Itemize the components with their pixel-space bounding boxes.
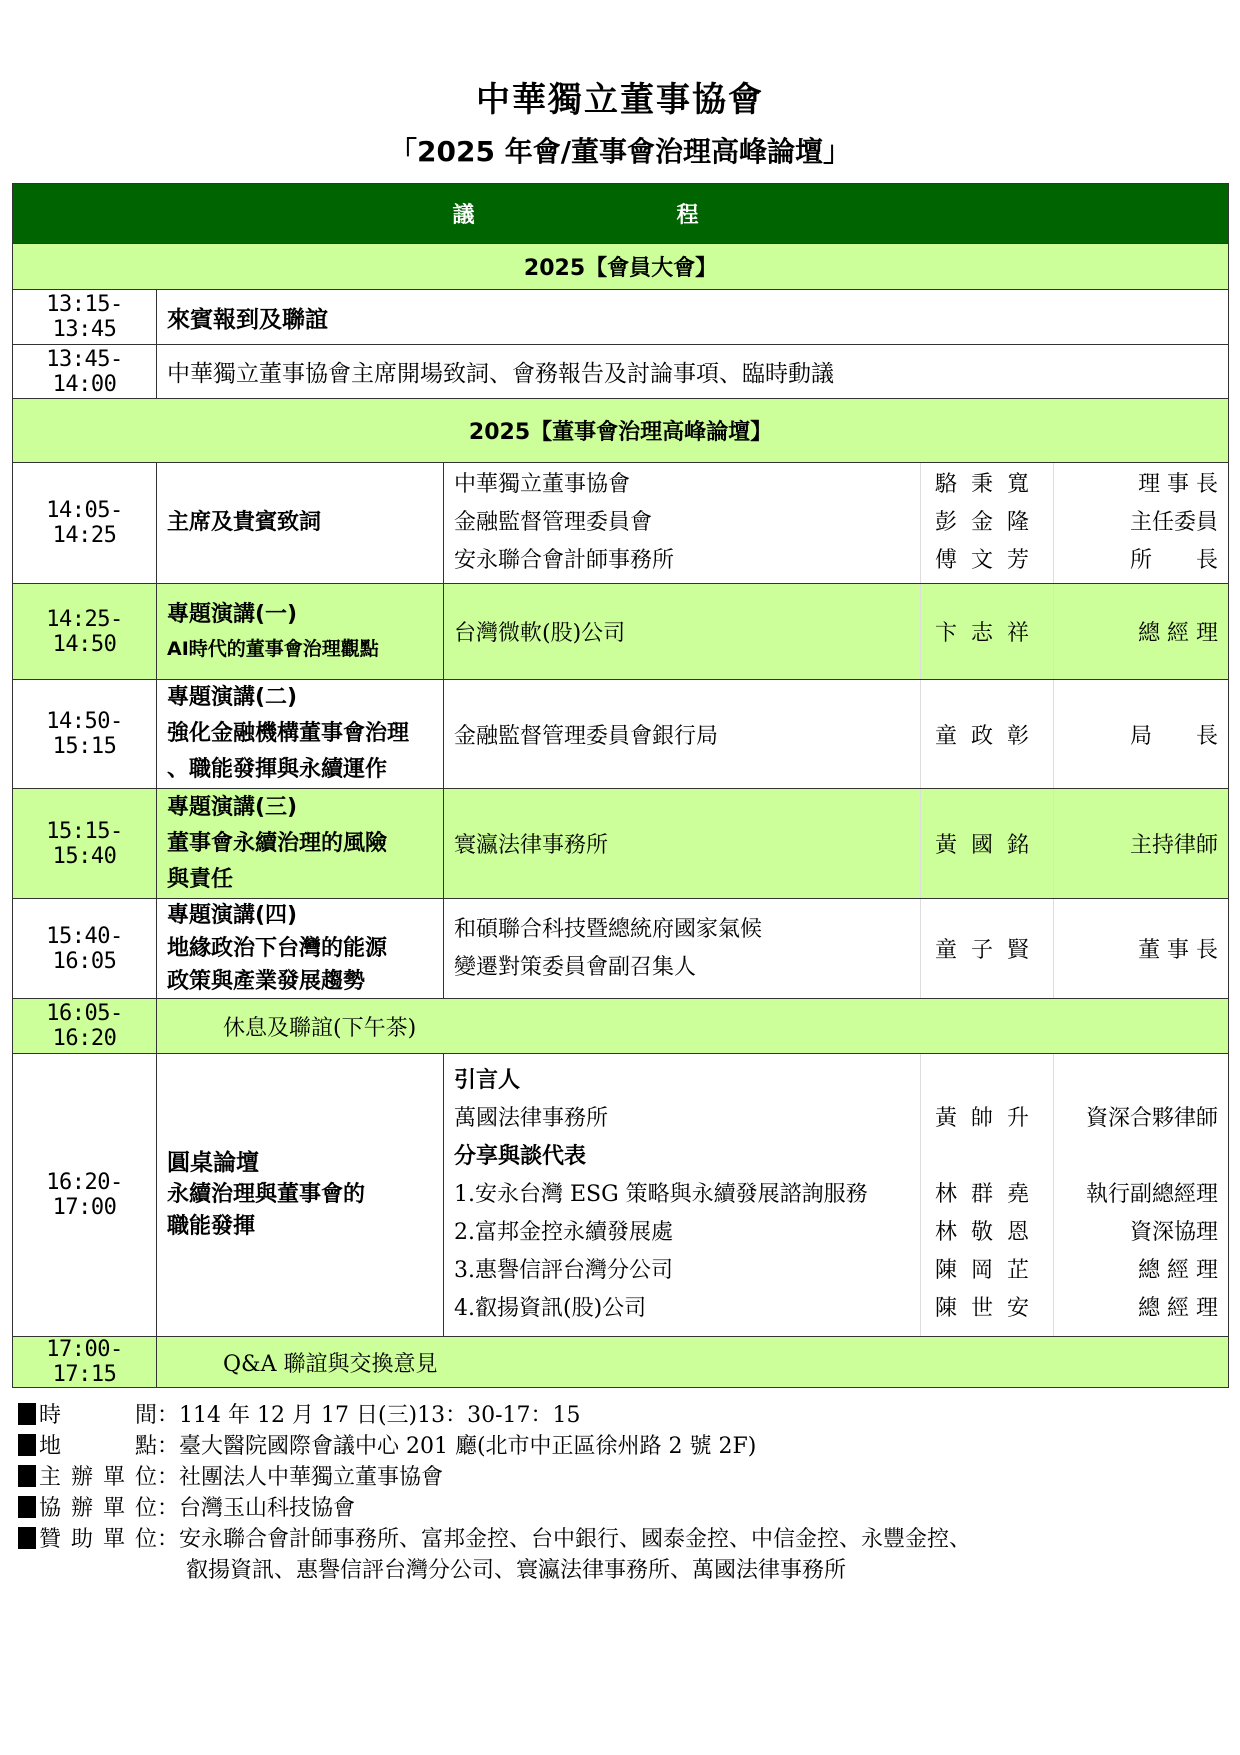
- session-subtitle: 、職能發揮與永續運作: [167, 757, 388, 782]
- speaker-name: 駱秉寬: [934, 472, 1043, 497]
- agenda-row: [13, 345, 1229, 399]
- speaker-name: 卞志祥: [921, 584, 1054, 680]
- session-title: Q&A 聯誼與交換意見: [157, 1337, 1229, 1388]
- info-value: ：社團法人中華獨立董事協會: [157, 1465, 444, 1490]
- speaker-title: 主任委員: [1130, 510, 1219, 535]
- organization-title: 中華獨立董事協會: [476, 80, 764, 120]
- info-value: ：114 年 12 月 17 日(三)13：30-17：15: [157, 1403, 581, 1428]
- info-label: 贊助單位: [39, 1527, 157, 1552]
- speaker-title: 資深合夥律師: [1086, 1106, 1219, 1131]
- speaker-org: 金融監督管理委員會銀行局: [444, 680, 921, 789]
- time-slot: 16:20-17:00: [13, 1054, 157, 1337]
- time-slot: 14:25-14:50: [13, 584, 157, 680]
- section-forum: 2025【董事會治理高峰論壇】: [13, 399, 1229, 463]
- time-slot: 15:40-16:05: [13, 899, 157, 999]
- info-label: 時間: [39, 1403, 157, 1428]
- info-value: ：台灣玉山科技協會: [157, 1496, 356, 1521]
- info-value: ：安永聯合會計師事務所、富邦金控、台中銀行、國泰金控、中信金控、永豐金控、: [157, 1527, 972, 1552]
- intro-label: 引言人: [454, 1068, 521, 1093]
- session-title: 專題演講(二): [167, 685, 298, 710]
- agenda-row: [13, 1337, 1229, 1388]
- session-title: 圓桌論壇: [167, 1150, 259, 1176]
- info-host: [18, 1462, 971, 1493]
- info-place: [18, 1431, 971, 1462]
- session-subtitle: 地緣政治下台灣的能源: [167, 936, 388, 961]
- speaker-org: 3.惠譽信評台灣分公司: [454, 1258, 673, 1283]
- info-co-organizer: [18, 1493, 971, 1524]
- event-title: 「2025 年會/董事會治理高峰論壇」: [389, 135, 851, 168]
- speaker-name: 林群堯: [934, 1182, 1043, 1207]
- section-members-meeting: 2025【會員大會】: [13, 244, 1229, 290]
- session-subtitle: 永續治理與董事會的: [167, 1182, 366, 1207]
- speaker-org: 1.安永台灣 ESG 策略與永續發展諮詢服務: [454, 1182, 868, 1207]
- bullet-square-icon: [18, 1465, 36, 1487]
- session-subtitle: 與責任: [167, 866, 234, 892]
- speaker-org: 變遷對策委員會副召集人: [454, 954, 697, 980]
- info-value: ：臺大醫院國際會議中心 201 廳(北市中正區徐州路 2 號 2F): [157, 1434, 757, 1459]
- speaker-org: 和碩聯合科技暨總統府國家氣候: [454, 916, 763, 942]
- speaker-org: 2.富邦金控永續發展處: [454, 1220, 673, 1245]
- session-title: 中華獨立董事協會主席開場致詞、會務報告及討論事項、臨時動議: [157, 345, 1229, 399]
- session-title: 主席及貴賓致詞: [157, 463, 444, 584]
- session-subtitle: 政策與產業發展趨勢: [167, 969, 366, 994]
- speaker-title: 局 長: [1054, 680, 1229, 789]
- speaker-title: 所 長: [1130, 548, 1219, 573]
- session-subtitle: AI時代的董事會治理觀點: [167, 637, 379, 660]
- event-info: [18, 1400, 971, 1586]
- speaker-org: 4.叡揚資訊(股)公司: [454, 1296, 647, 1321]
- agenda-row: [13, 680, 1229, 789]
- speaker-title: 總 經 理: [1054, 584, 1229, 680]
- speaker-name: 傅文芳: [934, 548, 1043, 573]
- time-slot: 14:05-14:25: [13, 463, 157, 584]
- speaker-org: 金融監督管理委員會: [454, 510, 653, 535]
- speaker-title: 總 經 理: [1138, 1296, 1219, 1321]
- session-subtitle: 強化金融機構董事會治理: [167, 721, 410, 746]
- speaker-org: 台灣微軟(股)公司: [444, 584, 921, 680]
- session-subtitle: 職能發揮: [167, 1214, 256, 1239]
- time-slot: 15:15-15:40: [13, 789, 157, 899]
- speaker-title: 理 事 長: [1138, 472, 1219, 497]
- speaker-name: 林敬恩: [934, 1220, 1043, 1245]
- agenda-row: [13, 789, 1229, 899]
- bullet-square-icon: [18, 1527, 36, 1549]
- speaker-org: 中華獨立董事協會: [454, 472, 631, 497]
- speaker-name: 黃國銘: [921, 789, 1054, 899]
- agenda-row: [13, 463, 1229, 584]
- bullet-square-icon: [18, 1496, 36, 1518]
- session-title: 專題演講(三): [167, 794, 298, 820]
- speaker-name: 陳岡芷: [934, 1258, 1043, 1283]
- session-title: 專題演講(四): [167, 903, 298, 928]
- bullet-square-icon: [18, 1403, 36, 1425]
- info-time: [18, 1400, 971, 1431]
- speaker-title: 主持律師: [1054, 789, 1229, 899]
- session-title: 休息及聯誼(下午茶): [157, 999, 1229, 1054]
- speaker-name: 童政彰: [921, 680, 1054, 789]
- time-slot: 16:05-16:20: [13, 999, 157, 1054]
- time-slot: 13:45-14:00: [13, 345, 157, 399]
- agenda-table: [12, 183, 1229, 1388]
- agenda-row: [13, 999, 1229, 1054]
- info-label: 地點: [39, 1434, 157, 1459]
- speaker-title: 董 事 長: [1054, 899, 1229, 999]
- panel-label: 分享與談代表: [454, 1144, 587, 1169]
- agenda-row: [13, 899, 1229, 999]
- speaker-title: 執行副總經理: [1086, 1182, 1219, 1207]
- info-label: 主辦單位: [39, 1465, 157, 1490]
- info-sponsors-continued: 叡揚資訊、惠譽信評台灣分公司、寰瀛法律事務所、萬國法律事務所: [186, 1558, 847, 1583]
- info-sponsors: [18, 1524, 971, 1555]
- agenda-row: [13, 290, 1229, 345]
- speaker-name: 彭金隆: [934, 510, 1043, 535]
- agenda-row: [13, 1054, 1229, 1337]
- info-label: 協辦單位: [39, 1496, 157, 1521]
- speaker-org: 安永聯合會計師事務所: [454, 548, 675, 573]
- session-title: 專題演講(一): [167, 601, 298, 627]
- time-slot: 14:50-15:15: [13, 680, 157, 789]
- time-slot: 13:15-13:45: [13, 290, 157, 345]
- agenda-heading: 議 程: [13, 184, 1229, 244]
- speaker-title: 資深協理: [1130, 1220, 1219, 1245]
- session-subtitle: 董事會永續治理的風險: [167, 830, 388, 856]
- speaker-title: 總 經 理: [1138, 1258, 1219, 1283]
- speaker-name: 童子賢: [921, 899, 1054, 999]
- session-title: 來賓報到及聯誼: [157, 290, 1229, 345]
- speaker-org: 萬國法律事務所: [454, 1106, 609, 1131]
- bullet-square-icon: [18, 1434, 36, 1456]
- agenda-row: [13, 584, 1229, 680]
- time-slot: 17:00-17:15: [13, 1337, 157, 1388]
- speaker-name: 黃帥升: [934, 1106, 1043, 1131]
- speaker-org: 寰瀛法律事務所: [444, 789, 921, 899]
- speaker-name: 陳世安: [934, 1296, 1043, 1321]
